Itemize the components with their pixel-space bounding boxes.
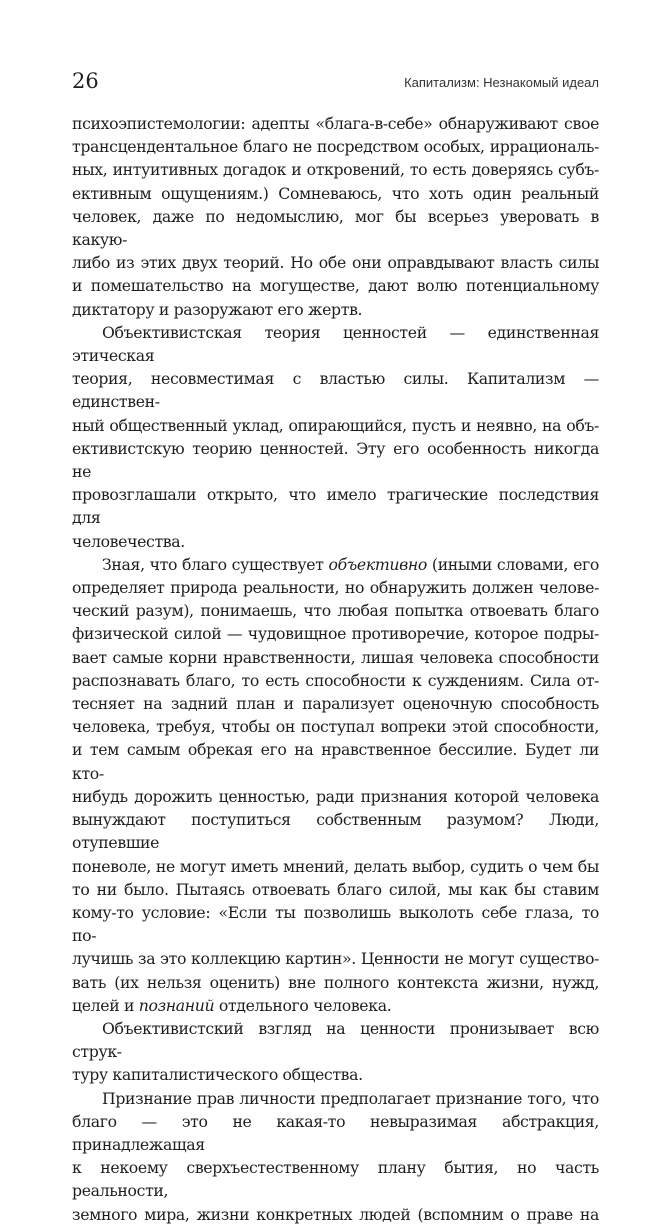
text-segment: человечества. bbox=[72, 531, 185, 551]
text-segment: тесняет на задний план и парализует оценочную способность bbox=[72, 694, 599, 714]
text-segment: Объективистская теория ценностей — единственная этическая bbox=[72, 322, 599, 366]
text-line bbox=[72, 738, 599, 784]
text-segment: вает самые корни нравственности, лишая человека способности bbox=[72, 647, 599, 667]
text-line bbox=[72, 855, 599, 878]
italic-emphasis: познаний bbox=[138, 995, 215, 1015]
text-segment: ективистскую теорию ценностей. Эту его особенность никогда не bbox=[72, 438, 599, 482]
text-line bbox=[72, 646, 599, 669]
text-segment: ных, интуитивных догадок и откровений, то есть доверяясь субъ- bbox=[72, 160, 599, 180]
text-line bbox=[72, 971, 599, 994]
text-line bbox=[72, 669, 599, 692]
text-line bbox=[72, 994, 599, 1017]
body-text bbox=[72, 112, 599, 1226]
text-line bbox=[72, 298, 599, 321]
text-segment: нибудь дорожить ценностью, ради признания которой человека bbox=[72, 786, 599, 806]
page-number: 26 bbox=[72, 69, 99, 93]
text-segment: провозглашали открыто, что имело трагические последствия для bbox=[72, 485, 599, 528]
text-segment: ективным ощущениям.) Сомневаюсь, что хоть один реальный bbox=[72, 183, 599, 203]
running-title: Капитализм: Незнакомый идеал bbox=[404, 75, 599, 90]
text-segment: психоэпистемологии: адепты «блага-в-себе» обнаруживают свое bbox=[72, 114, 599, 133]
text-line bbox=[72, 622, 599, 645]
text-line bbox=[72, 901, 599, 947]
text-segment: определяет природа реальности, но обнаружить должен челове- bbox=[72, 578, 599, 598]
text-line bbox=[72, 530, 599, 553]
text-line bbox=[72, 1063, 599, 1086]
text-segment: диктатору и разоружают его жертв. bbox=[72, 299, 363, 319]
text-segment: отдельного человека. bbox=[214, 995, 392, 1015]
text-segment: (иными словами, его bbox=[426, 554, 599, 574]
text-line bbox=[72, 1087, 599, 1110]
text-line bbox=[72, 1110, 599, 1156]
text-line bbox=[72, 1017, 599, 1063]
text-line bbox=[72, 553, 599, 576]
text-segment: к некоему сверхъестественному плану бытия, но часть реальности, bbox=[72, 1158, 599, 1201]
text-line bbox=[72, 1203, 599, 1226]
text-segment: либо из этих двух теорий. Но обе они оправдывают власть силы bbox=[72, 253, 599, 273]
text-line bbox=[72, 808, 599, 854]
text-segment: человек, даже по недомыслию, мог бы всерьез уверовать в какую- bbox=[72, 206, 599, 250]
text-segment: вынуждают поступиться собственным разумом? Люди, отупевшие bbox=[72, 810, 599, 853]
text-line bbox=[72, 878, 599, 901]
text-line bbox=[72, 599, 599, 622]
text-line bbox=[72, 715, 599, 738]
text-line bbox=[72, 251, 599, 274]
text-line bbox=[72, 274, 599, 297]
text-line bbox=[72, 158, 599, 181]
text-segment: физической силой — чудовищное противоречие, которое подры- bbox=[72, 624, 599, 644]
text-line bbox=[72, 576, 599, 599]
text-segment: поневоле, не могут иметь мнений, делать выбор, судить о чем бы bbox=[72, 856, 599, 876]
text-line bbox=[72, 483, 599, 529]
page-header bbox=[72, 68, 599, 98]
text-line bbox=[72, 135, 599, 158]
text-segment: земного мира, жизни конкретных людей (вспомним о праве на bbox=[72, 1204, 599, 1224]
italic-emphasis: объективно bbox=[328, 554, 427, 574]
text-line bbox=[72, 367, 599, 413]
text-line bbox=[72, 205, 599, 251]
text-line bbox=[72, 947, 599, 970]
text-segment: Объективистский взгляд на ценности пронизывает всю струк- bbox=[72, 1018, 599, 1062]
text-segment: вать (их нельзя оценить) вне полного контекста жизни, нужд, bbox=[72, 972, 599, 992]
text-segment: трансцендентальное благо не посредством особых, иррациональ- bbox=[72, 137, 599, 157]
text-segment: и помешательство на могуществе, дают волю потенциальному bbox=[72, 276, 599, 296]
text-segment: Признание прав личности предполагает признание того, что bbox=[102, 1088, 599, 1108]
text-segment: человека, требуя, чтобы он поступал вопреки этой способности, bbox=[72, 717, 599, 737]
text-segment: распознавать благо, то есть способности к суждениям. Сила от- bbox=[72, 670, 599, 690]
text-segment: ный общественный уклад, опирающийся, пусть и неявно, на объ- bbox=[72, 415, 599, 435]
text-segment: лучишь за это коллекцию картин». Ценности не могут существо- bbox=[72, 949, 599, 969]
text-segment: кому-то условие: «Если ты позволишь выколоть себе глаза, то по- bbox=[72, 902, 599, 946]
text-line bbox=[72, 1156, 599, 1202]
text-line bbox=[72, 414, 599, 437]
text-line bbox=[72, 692, 599, 715]
text-line bbox=[72, 112, 599, 135]
text-segment: туру капиталистического общества. bbox=[72, 1065, 363, 1085]
text-line bbox=[72, 785, 599, 808]
text-segment: теория, несовместимая с властью силы. Капитализм — единствен- bbox=[72, 369, 599, 412]
text-line bbox=[72, 437, 599, 483]
text-segment: и тем самым обрекая его на нравственное бессилие. Будет ли кто- bbox=[72, 740, 599, 783]
text-segment: то ни было. Пытаясь отвоевать благо силой, мы как бы ставим bbox=[72, 879, 599, 899]
text-line bbox=[72, 321, 599, 367]
text-line bbox=[72, 182, 599, 205]
text-segment: благо — это не какая-то невыразимая абстракция, принадлежащая bbox=[72, 1111, 599, 1154]
text-segment: Зная, что благо существует bbox=[102, 554, 329, 574]
text-segment: целей и bbox=[72, 995, 139, 1015]
text-segment: ческий разум), понимаешь, что любая попытка отвоевать благо bbox=[72, 601, 599, 621]
